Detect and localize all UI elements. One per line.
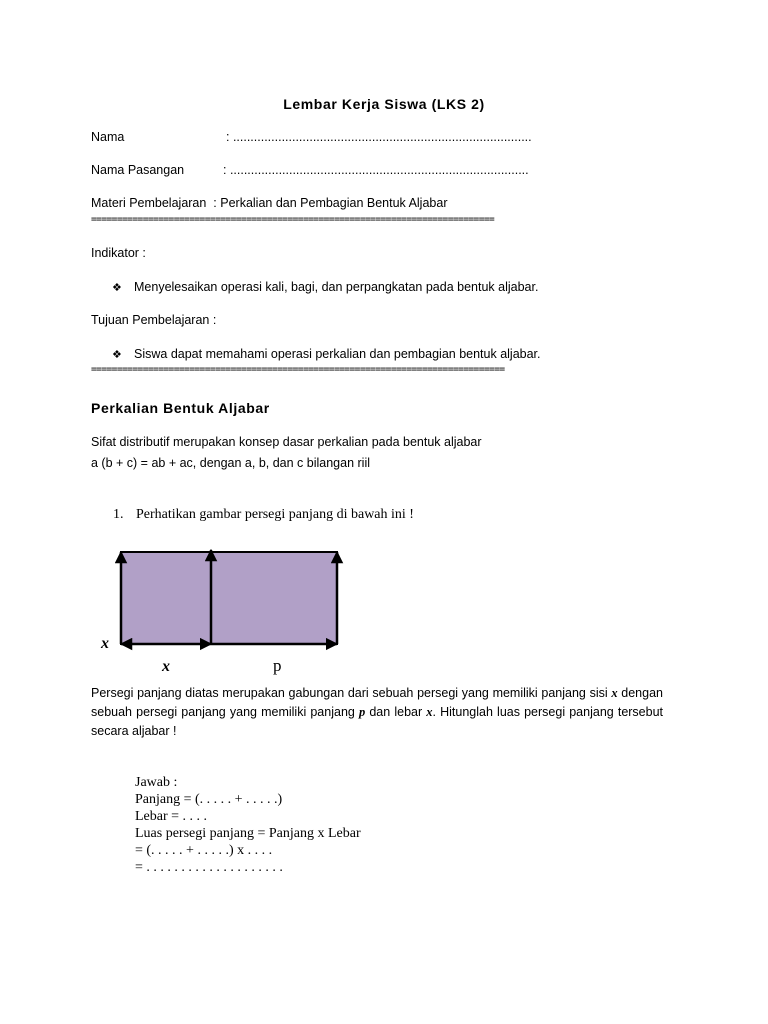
problem-description: [91, 684, 663, 741]
bottom-label-x: x: [162, 658, 170, 675]
materi-value: : Perkalian dan Pembagian Bentuk Aljabar: [213, 196, 448, 210]
materi-label-text: Materi Pembelajaran: [91, 196, 207, 210]
partner-name-label: Nama Pasangan: [91, 163, 185, 177]
separator-line: ==============================================================================: [91, 214, 495, 225]
answer-line-width[interactable]: Lebar = . . . .: [135, 809, 208, 824]
variable-x: x: [426, 705, 433, 719]
question-number: 1.: [113, 507, 124, 522]
indikator-item: [112, 280, 538, 294]
question-text: Perhatikan gambar persegi panjang di bawah ini !: [136, 507, 414, 522]
answer-line-substitution[interactable]: = (. . . . . + . . . . .) x . . . .: [135, 843, 273, 858]
rectangle-figure: [95, 540, 355, 680]
page-title: Lembar Kerja Siswa (LKS 2): [283, 96, 485, 112]
diamond-bullet-icon: ❖: [112, 282, 122, 294]
answer-heading: Jawab :: [135, 775, 178, 790]
tujuan-item: [112, 347, 541, 361]
rectangle-shape: [121, 552, 337, 644]
indikator-item-text: Menyelesaikan operasi kali, bagi, dan perpangkatan pada bentuk aljabar.: [134, 280, 539, 294]
answer-line-result[interactable]: = . . . . . . . . . . . . . . . . . . . .: [135, 860, 283, 875]
section-heading: Perkalian Bentuk Aljabar: [91, 400, 270, 416]
description-part-4: . Hitunglah luas persegi panjang tersebut secara aljabar !: [91, 705, 664, 738]
indikator-label: Indikator :: [91, 246, 146, 260]
name-field[interactable]: : ......................................................................................: [226, 130, 532, 144]
bottom-label-p: p: [273, 656, 282, 675]
separator-line: ================================================================================: [91, 364, 505, 375]
description-part-3: dan lebar: [365, 705, 427, 719]
partner-name-field[interactable]: : ......................................................................................: [223, 163, 529, 177]
side-label-x: x: [101, 635, 109, 652]
tujuan-item-text: Siswa dapat memahami operasi perkalian dan pembagian bentuk aljabar.: [134, 347, 541, 361]
intro-line: Sifat distributif merupakan konsep dasar perkalian pada bentuk aljabar: [91, 435, 482, 449]
description-part-1: Persegi panjang diatas merupakan gabungan dari sebuah persegi yang memiliki panjang sisi: [91, 686, 612, 700]
materi-label: [91, 196, 447, 210]
name-label: Nama: [91, 130, 125, 144]
diamond-bullet-icon: ❖: [112, 349, 122, 361]
variable-x: x: [611, 686, 618, 700]
answer-line-length[interactable]: Panjang = (. . . . . + . . . . .): [135, 792, 283, 807]
tujuan-label: Tujuan Pembelajaran :: [91, 313, 217, 327]
variable-p: p: [358, 705, 366, 719]
description-part-2: dengan sebuah persegi panjang yang memiliki panjang: [91, 686, 663, 719]
distributive-formula: a (b + c) = ab + ac, dengan a, b, dan c bilangan riil: [91, 456, 371, 470]
answer-line-area-formula: Luas persegi panjang = Panjang x Lebar: [135, 826, 361, 841]
answer-block: [135, 774, 361, 876]
